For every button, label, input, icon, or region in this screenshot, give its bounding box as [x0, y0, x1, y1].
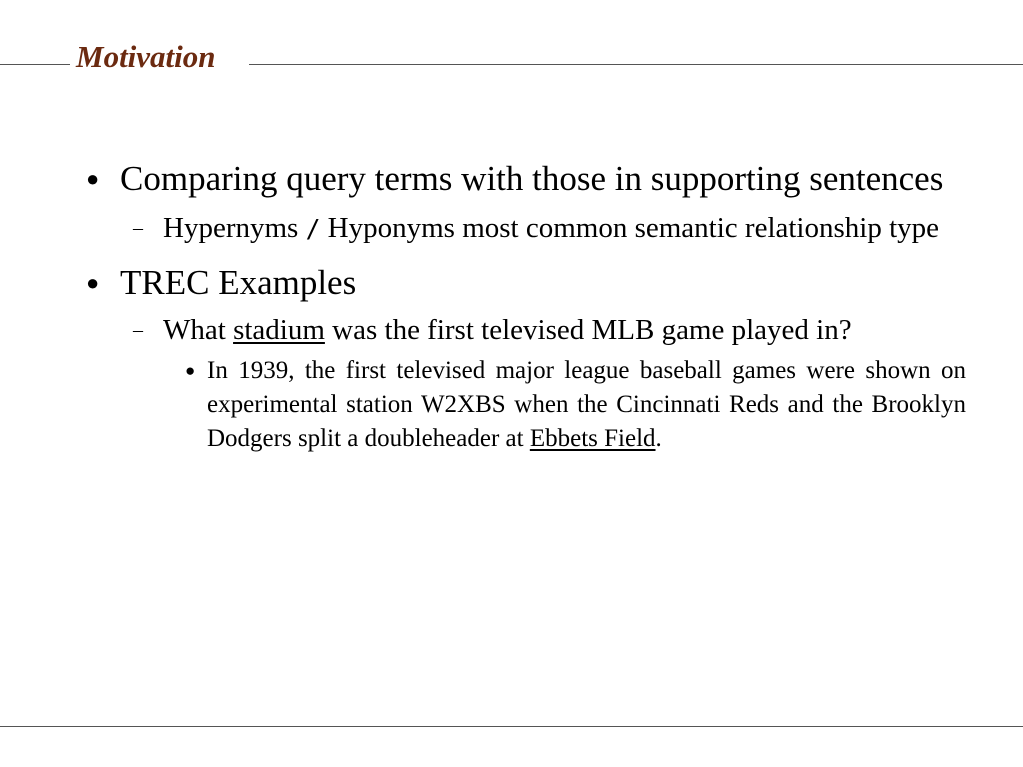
- bullet-text: Comparing query terms with those in supporting sentences: [120, 159, 944, 198]
- bullet-text: TREC Examples: [120, 263, 357, 302]
- bullet-dot-icon: ●: [86, 166, 100, 191]
- sub-sub-bullet-1939-answer: [84, 354, 966, 456]
- bullet-dot-icon: ●: [86, 270, 100, 295]
- answer-end: .: [655, 425, 662, 452]
- small-bullet-dot-icon: ●: [185, 361, 196, 380]
- slash-glyph: /: [305, 214, 321, 243]
- slide-content: [84, 156, 966, 456]
- dash-icon: –: [133, 319, 143, 341]
- question-suffix: was the first televised MLB game played in?: [324, 314, 852, 346]
- underlined-term-stadium: stadium: [233, 314, 325, 346]
- title-rule-left: [0, 64, 70, 65]
- sub-bullet-text-part2: Hyponyms most common semantic relationship type: [320, 212, 940, 244]
- answer-text: In 1939, the first televised major league baseball games were shown on experimental station W2XBS when the Cincinnati Reds and the Brooklyn Dodgers split a doubleheader at: [207, 357, 966, 452]
- slide-title: Motivation: [76, 39, 216, 74]
- sub-bullet-hypernyms: [84, 209, 966, 248]
- underlined-term-ebbets-field: Ebbets Field: [529, 425, 656, 452]
- dash-icon: –: [133, 217, 143, 239]
- question-prefix: What: [163, 314, 234, 346]
- bullet-comparing-query-terms: [84, 156, 966, 201]
- title-rule-right: [249, 64, 1023, 65]
- sub-bullet-stadium-question: [84, 311, 966, 350]
- sub-bullet-text-part1: Hypernyms: [163, 212, 306, 244]
- bullet-trec-examples: [84, 260, 966, 305]
- footer-rule: [0, 726, 1023, 727]
